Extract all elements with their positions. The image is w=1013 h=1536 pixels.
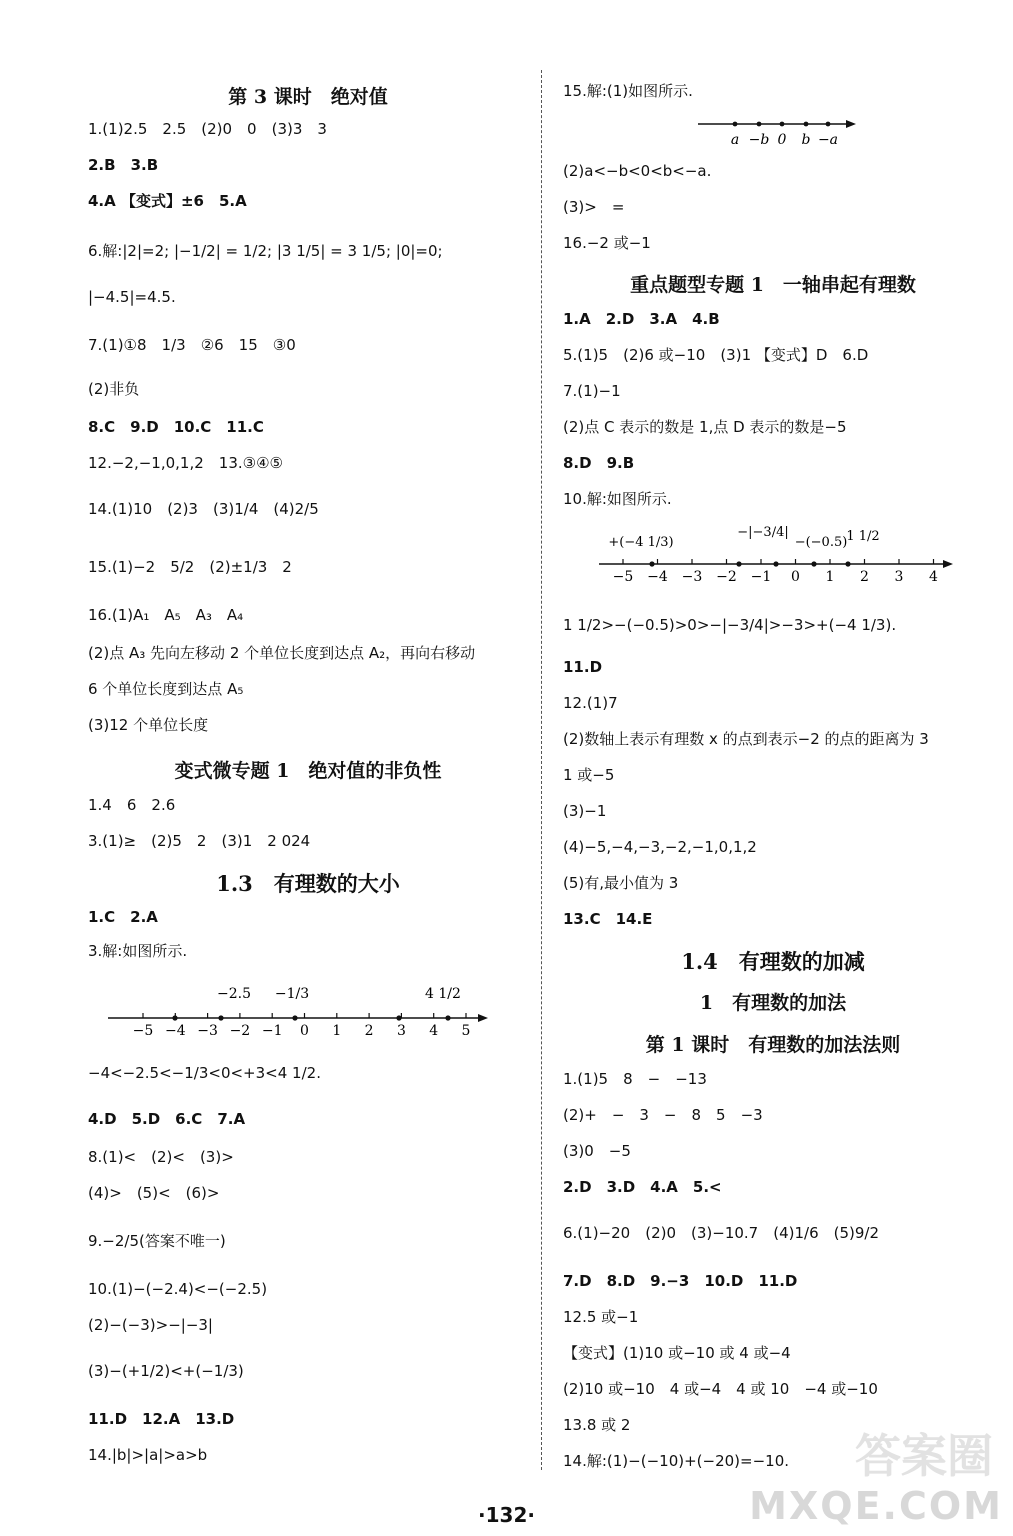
nlab-point <box>757 122 762 127</box>
answer-line: 6 个单位长度到达点 A₅ <box>88 680 244 698</box>
nl2-point <box>736 561 741 566</box>
answer-line: (3)−(+1/2)<+(−1/3) <box>88 1362 244 1380</box>
nl1-point <box>396 1015 401 1020</box>
answer-line: 1.C 2.A <box>88 908 158 926</box>
answer-line: 15.解:(1)如图所示. <box>563 82 693 100</box>
answer-line: (5)有,最小值为 3 <box>563 874 679 892</box>
nlab-point <box>780 122 785 127</box>
heading-key1: 重点题型专题 1 一轴串起有理数 <box>630 274 916 296</box>
nlab-point <box>826 122 831 127</box>
answer-line: 2.D 3.D 4.A 5.< <box>563 1178 722 1196</box>
nl1-point <box>292 1015 297 1020</box>
answer-line: 8.(1)< (2)< (3)> <box>88 1148 234 1166</box>
nlab-label: 0 <box>777 132 787 148</box>
answer-line: (2)点 A₃ 先向左移动 2 个单位长度到达点 A₂，再向右移动 <box>88 644 476 662</box>
nl1-label: −1/3 <box>274 986 310 1002</box>
answer-line: (2)−(−3)>−|−3| <box>88 1316 213 1334</box>
nl1-tick-label: 4 <box>429 1023 439 1039</box>
answer-line: −4<−2.5<−1/3<0<+3<4 1/2. <box>88 1064 321 1082</box>
answer-line: 6.解:|2|=2; |−1/2| = 1/2; |3 1/5| = 3 1/5; |0|=0; <box>88 242 443 260</box>
nl2-tick-label: −5 <box>612 569 634 585</box>
answer-line: 2.B 3.B <box>88 156 159 174</box>
answer-line: 1.(1)2.5 2.5 (2)0 0 (3)3 3 <box>88 120 327 138</box>
nl1-tick-label: −3 <box>197 1023 218 1039</box>
nl1-point <box>218 1015 223 1020</box>
answer-line: (2)非负 <box>88 380 140 398</box>
number-line-2 <box>563 518 963 588</box>
nl2-label: +(−4 1/3) <box>608 535 674 550</box>
answer-line: 3.解:如图所示. <box>88 942 188 960</box>
answer-line: 9.−2/5(答案不唯一) <box>88 1232 226 1250</box>
nl1-tick-label: 0 <box>300 1023 309 1039</box>
answer-line: (2)点 C 表示的数是 1,点 D 表示的数是−5 <box>563 418 847 436</box>
answer-line: 1.4 6 2.6 <box>88 796 176 814</box>
nl2-tick-label: 1 <box>825 569 835 585</box>
nl2-point <box>811 561 816 566</box>
answer-line: 13.C 14.E <box>563 910 653 928</box>
answer-line: (4)−5,−4,−3,−2,−1,0,1,2 <box>563 838 757 856</box>
nlab-point <box>733 122 738 127</box>
nl1-tick-label: −2 <box>229 1023 251 1039</box>
nl2-tick-label: 4 <box>929 569 938 585</box>
nl2-tick-label: −1 <box>750 569 772 585</box>
answer-line: 8.D 9.B <box>563 454 635 472</box>
answer-line: 4.D 5.D 6.C 7.A <box>88 1110 246 1128</box>
nlab-label: a <box>730 132 740 148</box>
heading-lesson1: 第 1 课时 有理数的加法法则 <box>645 1034 901 1056</box>
answer-line: 16.(1)A₁ A₅ A₃ A₄ <box>88 606 244 624</box>
nl2-point <box>773 561 778 566</box>
answer-line: (4)> (5)< (6)> <box>88 1184 220 1202</box>
answer-line: (2)+ − 3 − 8 5 −3 <box>563 1106 763 1124</box>
answer-line: 14.|b|>|a|>a>b <box>88 1446 208 1464</box>
answer-line: (3)0 −5 <box>563 1142 631 1160</box>
answer-line: 12.−2,−1,0,1,2 13.③④⑤ <box>88 454 283 472</box>
answer-line: 13.8 或 2 <box>563 1416 631 1434</box>
nl1-tick-label: −1 <box>261 1023 283 1039</box>
nl2-label: 1 1/2 <box>846 529 880 544</box>
answer-line: 4.A 【变式】±6 5.A <box>88 192 247 210</box>
nl2-label: −(−0.5) <box>794 535 848 550</box>
nl1-tick-label: −4 <box>164 1023 186 1039</box>
answer-line: 7.D 8.D 9.−3 10.D 11.D <box>563 1272 798 1290</box>
watermark-logo: 答案圈 <box>855 1429 993 1483</box>
nlab-label: b <box>801 132 811 148</box>
answer-line: 6.(1)−20 (2)0 (3)−10.7 (4)1/6 (5)9/2 <box>563 1224 879 1242</box>
heading-lesson3: 第 3 课时 绝对值 <box>228 86 388 108</box>
answer-line: (3)12 个单位长度 <box>88 716 209 734</box>
nl2-point <box>649 561 654 566</box>
answer-line: 12.5 或−1 <box>563 1308 639 1326</box>
answer-line: 1 1/2>−(−0.5)>0>−|−3/4|>−3>+(−4 1/3). <box>563 616 897 634</box>
answer-line: (3)−1 <box>563 802 607 820</box>
nl1-tick-label: 5 <box>461 1023 471 1039</box>
answer-line: 7.(1)①8 1/3 ②6 15 ③0 <box>88 336 296 354</box>
answer-line: 8.C 9.D 10.C 11.C <box>88 418 264 436</box>
page-number: ·132· <box>478 1503 535 1527</box>
nl1-point <box>445 1015 450 1020</box>
answer-line: 12.(1)7 <box>563 694 618 712</box>
nlab-label: −a <box>817 132 839 148</box>
nl1-tick-label: 3 <box>396 1023 406 1039</box>
answer-line: 11.D <box>563 658 603 676</box>
answer-line: 10.(1)−(−2.4)<−(−2.5) <box>88 1280 268 1298</box>
answer-line: 1 或−5 <box>563 766 615 784</box>
watermark-text: MXQE.COM <box>749 1484 1003 1528</box>
nl1-label: 4 1/2 <box>425 986 461 1002</box>
nl1-label: −2.5 <box>217 986 251 1002</box>
answer-line: (2)10 或−10 4 或−4 4 或 10 −4 或−10 <box>563 1380 878 1398</box>
number-line-ab <box>563 112 863 152</box>
heading-1-4: 1.4 有理数的加减 <box>681 949 865 974</box>
answer-line: 16.−2 或−1 <box>563 234 651 252</box>
answer-line: 14.(1)10 (2)3 (3)1/4 (4)2/5 <box>88 500 319 518</box>
nl1-tick-label: −5 <box>132 1023 154 1039</box>
nl2-tick-label: −3 <box>681 569 703 585</box>
answer-line: 【变式】(1)10 或−10 或 4 或−4 <box>563 1344 791 1362</box>
answer-line: |−4.5|=4.5. <box>88 288 176 306</box>
nlab-label: −b <box>748 132 770 148</box>
answer-line: 14.解:(1)−(−10)+(−20)=−10. <box>563 1452 790 1470</box>
nl2-tick-label: 2 <box>860 569 869 585</box>
nl2-tick-label: 0 <box>791 569 800 585</box>
answer-line: (2)a<−b<0<b<−a. <box>563 162 712 180</box>
nl2-point <box>845 561 850 566</box>
nl2-label: −|−3/4| <box>737 525 789 540</box>
heading-1-4-1: 1 有理数的加法 <box>699 992 847 1014</box>
answer-line: (3)> = <box>563 198 625 216</box>
nl1-point <box>172 1015 177 1020</box>
nl2-tick-label: −2 <box>716 569 737 585</box>
heading-1-3: 1.3 有理数的大小 <box>216 871 400 896</box>
answer-line: 1.A 2.D 3.A 4.B <box>563 310 720 328</box>
answer-line: 7.(1)−1 <box>563 382 621 400</box>
heading-special1: 变式微专题 1 绝对值的非负性 <box>174 760 442 782</box>
nl2-tick-label: 3 <box>894 569 904 585</box>
answer-line: 11.D 12.A 13.D <box>88 1410 235 1428</box>
nlab-point <box>804 122 809 127</box>
answer-line: 1.(1)5 8 − −13 <box>563 1070 707 1088</box>
answer-line: 15.(1)−2 5/2 (2)±1/3 2 <box>88 558 292 576</box>
nl1-tick-label: 1 <box>332 1023 342 1039</box>
number-line-1 <box>88 976 508 1046</box>
answer-line: 3.(1)≥ (2)5 2 (3)1 2 024 <box>88 832 311 850</box>
nl2-tick-label: −4 <box>647 569 668 585</box>
answer-line: 5.(1)5 (2)6 或−10 (3)1 【变式】D 6.D <box>563 346 869 364</box>
nl1-tick-label: 2 <box>364 1023 374 1039</box>
column-divider <box>541 70 542 1470</box>
answer-line: 10.解:如图所示. <box>563 490 672 508</box>
answer-line: (2)数轴上表示有理数 x 的点到表示−2 的点的距离为 3 <box>563 730 929 748</box>
